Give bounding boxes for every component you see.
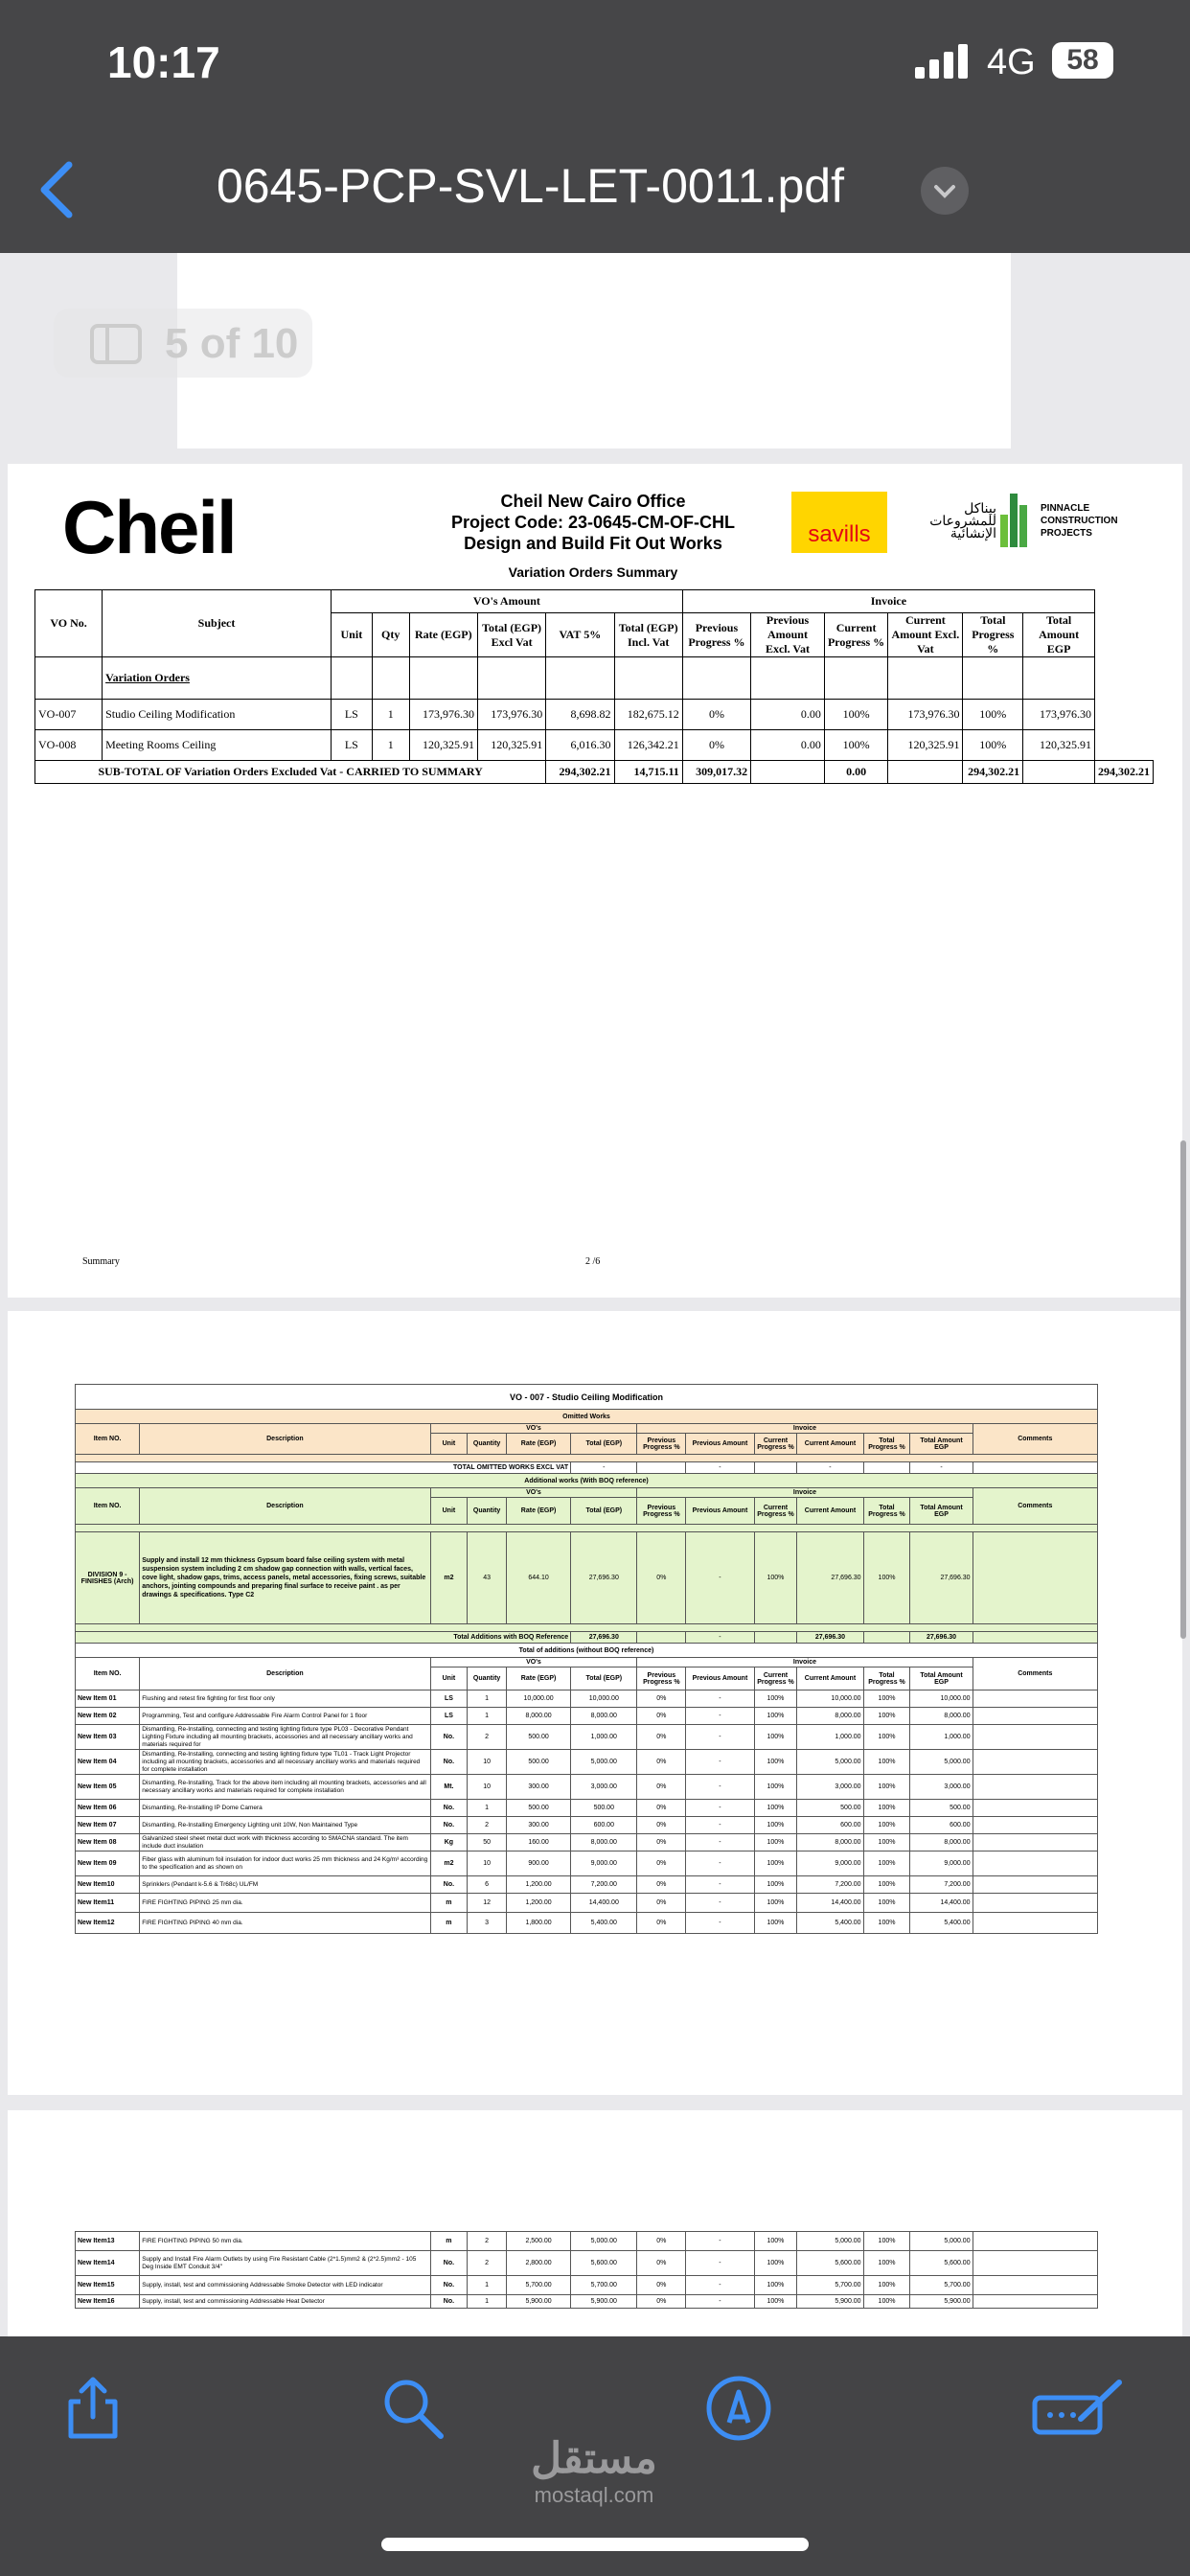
table-row: VO-007 Studio Ceiling Modification LS 1 173,976.30 173,976.30 8,698.82 182,675.12 0% 0.00 100% 173,976.30 100% 173,976.30 (35, 700, 1154, 730)
vo007-table: VO - 007 - Studio Ceiling Modification Omitted Works Item NO. Description VO's Invoice Comments Unit Quantity Rate (EGP) Total (EGP) Previous Progress % Previous Amount Current Progress % Current Amount Total Progress % Total Amount EGP TOTAL OMITTED WORKS EXCL VAT - - - - Additional works (With BOQ reference) Item NO. Description VO's Invoice Comments Unit Quantity Rate (EGP) Total (EGP) Previous Progress % Previous Amount Current Progress % Current Amount Total Progress % Total Amount EGP DIVISION 9 - FINISHES (Arch) Supply and install 12 mm thickness Gypsum board false ceiling system with metal suspension system including 2 cm shadow gap connection with walls, vertical faces, cove light, shadow gaps, trims, access panels, metal accessories, fixing screws, suitable anchors, jointing compounds and preparing final surface to receive paint . as per drawings & specifications. Type C2 m2 43 644.10 27,696.30 0% - 100% 27,696.30 100% 27,696.30 Total Additions with BOQ Reference 27,696.30 - 27,696.30 27,696.30 Total of additions (without BOQ reference) Item NO. Description VO's Invoice Comments Unit Quantity Rate (EGP) Total (EGP) Previous Progress % Previous Amount Current Progress % Current Amount Total Progress % Total Amount EGP New Item 01 Flushing and retest fire fighting for first floor only LS 1 10,000.00 10,000.00 0% - 100% 10,000.00 100% 10,000.00 New Item 02 Programming, Test and configure Addressable Fire Alarm Control Panel for 1 floor LS 1 8,000.00 8,000.00 0% - 100% 8,000.00 100% 8,000.00 New Item 03 Dismantling, Re-Installing, connecting and testing lighting fixture type PL03 - Decorative Pendant Lighting Fixture including all mounting brackets, accessories and all necessary ancillary works and materials required for No. 2 500.00 1,000.00 0% - 100% 1,000.00 100% 1,000.00 New Item 04 Dismantling, Re-Installing, connecting and testing lighting fixture type TL01 - Track Light Projector including all mounting brackets, accessories and all necessary ancillary works and materials required for complete installation No. 10 500.00 5,000.00 0% - 100% 5,000.00 100% 5,000.00 New Item 05 Dismantling, Re-Installing, Track for the above item including all mounting brackets, accessories and all necessary ancillary works and materials required for complete installation Mt. 10 300.00 3,000.00 0% - 100% 3,000.00 100% 3,000.00 New Item 06 Dismantling, Re-Installing IP Dome Camera No. 1 500.00 500.00 0% - 100% 500.00 100% 500.00 New Item 07 Dismantling, Re-Installing Emergency Lighting unit 10W, Non Maintained Type No. 2 300.00 600.00 0% - 100% 600.00 100% 600.00 New Item 08 Galvanized steel sheet metal duct work with thickness according to SMACNA standard. The item include duct insulation Kg 50 160.00 8,000.00 0% - 100% 8,000.00 100% 8,000.00 New Item 09 Fiber glass with aluminum foil insulation for indoor duct works 25 mm thickness and 24 Kg/m³ according to the specification and as shown on m2 10 900.00 9,000.00 0% - 100% 9,000.00 100% 9,000.00 New Item10 Sprinklers (Pendant k-5.6 & Tr68c) UL/FM No. 6 1,200.00 7,200.00 0% - 100% 7,200.00 100% 7,200.00 New Item11 FIRE FIGHTING PIPING 25 mm dia. m 12 1,200.00 14,400.00 0% - 100% 14,400.00 100% 14,400.00 New Item12 FIRE FIGHTING PIPING 40 mm dia. m 3 1,800.00 5,400.00 0% - 100% 5,400.00 100% 5,400.00 (75, 1384, 1098, 1934)
top-bar (0, 0, 1190, 253)
status-time: 10:17 (107, 37, 220, 87)
table-row: New Item 08 Galvanized steel sheet metal duct work with thickness according to SMACNA standard. The item include duct insulation Kg 50 160.00 8,000.00 0% - 100% 8,000.00 100% 8,000.00 (76, 1834, 1098, 1852)
table-row: New Item12 FIRE FIGHTING PIPING 40 mm dia. m 3 1,800.00 5,400.00 0% - 100% 5,400.00 100% 5,400.00 (76, 1913, 1098, 1934)
additional-label: Additional works (With BOQ reference) (76, 1474, 1098, 1488)
col-subject: Subject (103, 590, 332, 657)
col-qty: Qty (372, 613, 409, 657)
col-total-progress: Total Progress % (963, 613, 1023, 657)
vo007-title: VO - 007 - Studio Ceiling Modification (76, 1385, 1098, 1410)
table-row: New Item16 Supply, install, test and commissioning Addressable Heat Detector No. 1 5,900.00 5,900.00 0% - 100% 5,900.00 100% 5,900.00 (76, 2295, 1098, 2309)
markup-icon[interactable] (705, 2375, 772, 2442)
table-row: New Item 03 Dismantling, Re-Installing, connecting and testing lighting fixture type PL03 - Decorative Pendant Lighting Fixture including all mounting brackets, accessories and all necessary ancillary works and materials required for No. 2 500.00 1,000.00 0% - 100% 1,000.00 100% 1,000.00 (76, 1725, 1098, 1750)
footer-left: Summary (82, 1256, 120, 1267)
table-row: New Item 09 Fiber glass with aluminum foil insulation for indoor duct works 25 mm thickness and 24 Kg/m³ according to the specification and as shown on m2 10 900.00 9,000.00 0% - 100% 9,000.00 100% 9,000.00 (76, 1852, 1098, 1876)
table-row: New Item11 FIRE FIGHTING PIPING 25 mm dia. m 12 1,200.00 14,400.00 0% - 100% 14,400.00 100% 14,400.00 (76, 1894, 1098, 1913)
table-row: New Item 01 Flushing and retest fire fighting for first floor only LS 1 10,000.00 10,000.00 0% - 100% 10,000.00 100% 10,000.00 (76, 1690, 1098, 1708)
group-invoice: Invoice (682, 590, 1094, 613)
signal-icon (915, 44, 971, 79)
section-title: Variation Orders (103, 657, 332, 700)
table-row: New Item15 Supply, install, test and commissioning Addressable Smoke Detector with LED indicator No. 1 5,700.00 5,700.00 0% - 100% 5,700.00 100% 5,700.00 (76, 2276, 1098, 2295)
division9-row: DIVISION 9 - FINISHES (Arch) Supply and install 12 mm thickness Gypsum board false ceiling system with metal suspension system including 2 cm shadow gap connection with walls, vertical faces, cove light, shadow gaps, trims, access panels, metal accessories, fixing screws, suitable anchors, jointing compounds and preparing final surface to receive paint . as per drawings & specifications. Type C2 m2 43 644.10 27,696.30 0% - 100% 27,696.30 100% 27,696.30 (76, 1532, 1098, 1624)
header-line-1: Cheil New Cairo Office (500, 492, 686, 511)
back-icon[interactable] (34, 161, 82, 218)
table-row: New Item10 Sprinklers (Pendant k-5.6 & Tr68c) UL/FM No. 6 1,200.00 7,200.00 0% - 100% 7,200.00 100% 7,200.00 (76, 1876, 1098, 1894)
group-vo-amount: VO's Amount (331, 590, 682, 613)
home-indicator[interactable] (381, 2538, 809, 2551)
omitted-label: Omitted Works (76, 1410, 1098, 1424)
table-row: New Item 04 Dismantling, Re-Installing, connecting and testing lighting fixture type TL01 - Track Light Projector including all mounting brackets, accessories and all necessary ancillary works and materials required for complete installation No. 10 500.00 5,000.00 0% - 100% 5,000.00 100% 5,000.00 (76, 1750, 1098, 1775)
total-additions-boq-row: Total Additions with BOQ Reference 27,696.30 - 27,696.30 27,696.30 (76, 1632, 1098, 1644)
without-boq-label: Total of additions (without BOQ reference) (76, 1644, 1098, 1658)
vo-summary-table (34, 589, 1154, 784)
col-unit: Unit (331, 613, 372, 657)
col-total-incl: Total (EGP) Incl. Vat (614, 613, 682, 657)
table-row: New Item14 Supply and Install Fire Alarm Outlets by using Fire Resistant Cable (2*1.5)mm2 & (2*2.5)mm2 - 105 Deg Inside EMT Conduit 3/4" No. 2 2,800.00 5,600.00 0% - 100% 5,600.00 100% 5,600.00 (76, 2251, 1098, 2276)
pinnacle-logo (929, 494, 1118, 547)
vo007-table-continued (75, 2231, 1098, 2309)
col-total-excl: Total (EGP) Excl Vat (477, 613, 545, 657)
col-prev-progress: Previous Progress % (682, 613, 750, 657)
col-rate: Rate (EGP) (409, 613, 477, 657)
annotate-icon[interactable] (1031, 2375, 1127, 2442)
table-row: New Item 06 Dismantling, Re-Installing IP Dome Camera No. 1 500.00 500.00 0% - 100% 500.00 100% 500.00 (76, 1800, 1098, 1817)
search-icon[interactable] (379, 2375, 446, 2442)
battery-icon: 58 (1052, 42, 1113, 79)
header-line-2: Project Code: 23-0645-CM-OF-CHL (450, 513, 736, 532)
chevron-down-icon[interactable] (921, 167, 969, 215)
subtotal-row: SUB-TOTAL OF Variation Orders Excluded Vat - CARRIED TO SUMMARY 294,302.21 14,715.11 309,017.32 0.00 294,302.21 294,302.21 (35, 761, 1154, 784)
document-title[interactable]: 0645-PCP-SVL-LET-0011.pdf (217, 159, 845, 213)
table-row: New Item13 FIRE FIGHTING PIPING 50 mm dia. m 2 2,500.00 5,000.00 0% - 100% 5,000.00 100% 5,000.00 (76, 2232, 1098, 2251)
col-prev-amount: Previous Amount Excl. Vat (751, 613, 825, 657)
col-total-amount: Total Amount EGP (1023, 613, 1095, 657)
page-icon (90, 324, 142, 364)
footer-page: 2 /6 (585, 1256, 601, 1267)
share-icon[interactable] (59, 2375, 126, 2442)
network-label: 4G (987, 42, 1036, 82)
page-indicator (54, 309, 312, 378)
total-omitted-row: TOTAL OMITTED WORKS EXCL VAT - - - - (76, 1462, 1098, 1474)
table-row: VO-008 Meeting Rooms Ceiling LS 1 120,325.91 120,325.91 6,016.30 126,342.21 0% 0.00 100% 120,325.91 100% 120,325.91 (35, 730, 1154, 761)
pinnacle-name: PINNACLE CONSTRUCTION PROJECTS (1041, 502, 1118, 539)
page-indicator-text: 5 of 10 (165, 320, 299, 367)
col-vat: VAT 5% (546, 613, 614, 657)
col-cur-progress: Current Progress % (824, 613, 887, 657)
table-row: New Item 07 Dismantling, Re-Installing Emergency Lighting unit 10W, Non Maintained Type No. 2 300.00 600.00 0% - 100% 600.00 100% 600.00 (76, 1817, 1098, 1834)
table-row: New Item 02 Programming, Test and configure Addressable Fire Alarm Control Panel for 1 floor LS 1 8,000.00 8,000.00 0% - 100% 8,000.00 100% 8,000.00 (76, 1708, 1098, 1725)
scrollbar[interactable] (1180, 1140, 1186, 1639)
header-line-3: Design and Build Fit Out Works (464, 534, 722, 553)
col-cur-amount: Current Amount Excl. Vat (888, 613, 963, 657)
summary-subtitle: Variation Orders Summary (508, 564, 678, 580)
col-vo-no: VO No. (35, 590, 103, 657)
savills-logo: savills (791, 492, 887, 553)
cheil-logo: Cheil (62, 485, 236, 569)
pinnacle-mark (1000, 494, 1037, 547)
watermark: مستقل mostaql.com (531, 2435, 657, 2507)
pinnacle-arabic: بيناكل للمشروعات الإنشائية (929, 499, 996, 540)
table-row: New Item 05 Dismantling, Re-Installing, Track for the above item including all mounting brackets, accessories and all necessary ancillary works and materials required for complete installation Mt. 10 300.00 3,000.00 0% - 100% 3,000.00 100% 3,000.00 (76, 1775, 1098, 1800)
